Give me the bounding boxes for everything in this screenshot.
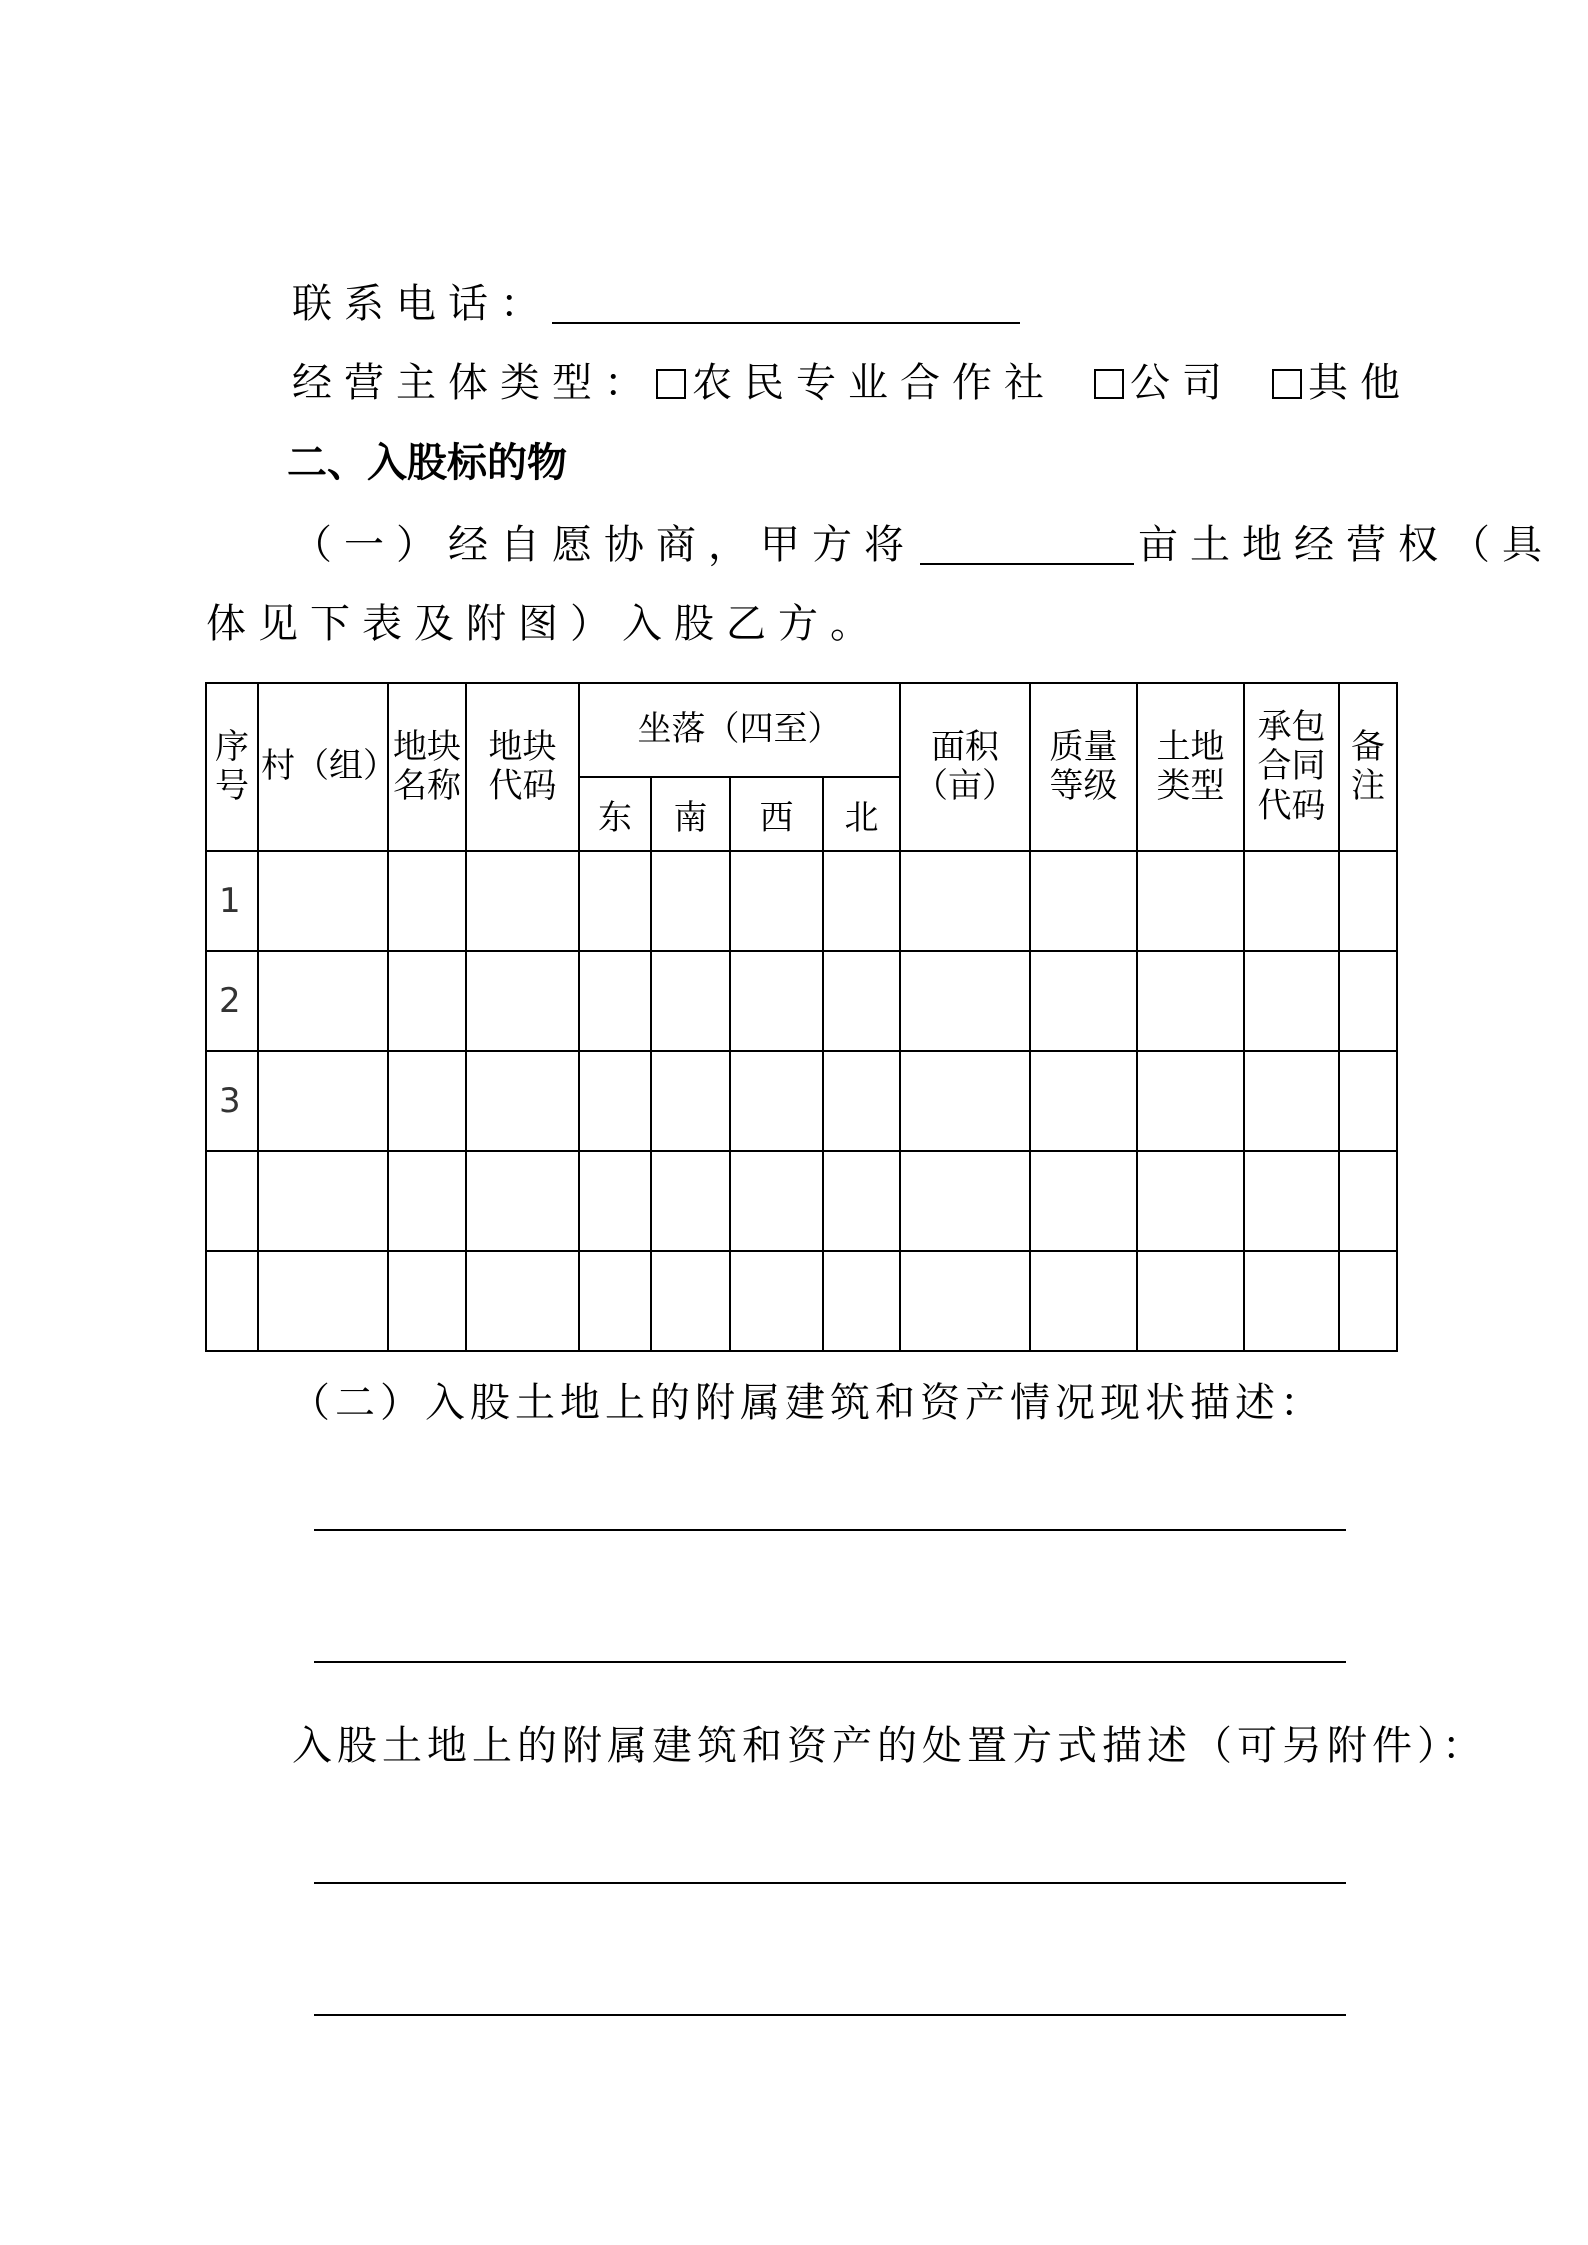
land-table [205, 682, 1398, 1352]
contact-phone-line [292, 281, 1020, 327]
contact-phone-label: 联系电话： [292, 281, 552, 327]
cell-plot-code[interactable] [466, 1051, 579, 1151]
item1-line2: 体见下表及附图）入股乙方。 [206, 601, 882, 647]
cell-plot-code[interactable] [466, 951, 579, 1051]
cell-north[interactable] [823, 1251, 900, 1351]
header-south: 南 [651, 777, 730, 851]
cell-west[interactable] [730, 851, 823, 951]
cooperative-checkbox[interactable] [656, 369, 686, 399]
header-location: 坐落（四至） [579, 683, 900, 777]
cell-area[interactable] [900, 951, 1030, 1051]
cell-east[interactable] [579, 1151, 651, 1251]
cell-plot-name[interactable] [388, 1251, 466, 1351]
cell-plot-code[interactable] [466, 851, 579, 951]
cell-area[interactable] [900, 1051, 1030, 1151]
header-village: 村（组） [258, 683, 388, 851]
cell-remarks[interactable] [1339, 851, 1397, 951]
cooperative-option-label: 农民专业合作社 [692, 360, 1056, 406]
cell-east[interactable] [579, 851, 651, 951]
cell-contract-code[interactable] [1244, 851, 1339, 951]
cell-plot-name[interactable] [388, 951, 466, 1051]
company-checkbox[interactable] [1094, 369, 1124, 399]
other-checkbox[interactable] [1272, 369, 1302, 399]
contact-phone-field[interactable] [552, 282, 1020, 324]
table-row [206, 951, 1397, 1051]
cell-remarks[interactable] [1339, 1251, 1397, 1351]
cell-east[interactable] [579, 951, 651, 1051]
cell-south[interactable] [651, 851, 730, 951]
header-remarks: 备 注 [1339, 683, 1397, 851]
row-number: 1 [206, 851, 258, 951]
cell-land-type[interactable] [1137, 1251, 1244, 1351]
cell-plot-code[interactable] [466, 1151, 579, 1251]
header-north: 北 [823, 777, 900, 851]
table-row [206, 1251, 1397, 1351]
cell-plot-name[interactable] [388, 1051, 466, 1151]
cell-village[interactable] [258, 951, 388, 1051]
cell-village[interactable] [258, 851, 388, 951]
cell-quality[interactable] [1030, 1251, 1137, 1351]
cell-north[interactable] [823, 1151, 900, 1251]
cell-north[interactable] [823, 1051, 900, 1151]
cell-village[interactable] [258, 1251, 388, 1351]
cell-north[interactable] [823, 851, 900, 951]
company-option-label: 公司 [1130, 360, 1234, 406]
cell-area[interactable] [900, 851, 1030, 951]
cell-south[interactable] [651, 1251, 730, 1351]
cell-east[interactable] [579, 1051, 651, 1151]
cell-land-type[interactable] [1137, 951, 1244, 1051]
header-plot-name: 地块 名称 [388, 683, 466, 851]
item1-suffix: 亩土地经营权（具 [1138, 522, 1554, 568]
header-west: 西 [730, 777, 823, 851]
cell-south[interactable] [651, 1151, 730, 1251]
item1-line1 [292, 522, 1554, 568]
cell-quality[interactable] [1030, 1151, 1137, 1251]
cell-village[interactable] [258, 1051, 388, 1151]
header-seq: 序 号 [206, 683, 258, 851]
cell-south[interactable] [651, 951, 730, 1051]
item1-prefix: （一）经自愿协商，甲方将 [292, 522, 916, 568]
cell-quality[interactable] [1030, 1051, 1137, 1151]
row-number [206, 1151, 258, 1251]
row-number: 2 [206, 951, 258, 1051]
header-quality: 质量 等级 [1030, 683, 1137, 851]
entity-type-line [292, 360, 1412, 406]
cell-quality[interactable] [1030, 951, 1137, 1051]
cell-south[interactable] [651, 1051, 730, 1151]
attachment-description-line-1[interactable] [314, 1529, 1346, 1531]
cell-plot-name[interactable] [388, 851, 466, 951]
table-row [206, 851, 1397, 951]
cell-plot-name[interactable] [388, 1151, 466, 1251]
other-option-label: 其他 [1308, 360, 1412, 406]
cell-land-type[interactable] [1137, 851, 1244, 951]
cell-west[interactable] [730, 1251, 823, 1351]
area-field[interactable] [920, 523, 1134, 565]
header-land-type: 土地 类型 [1137, 683, 1244, 851]
row-number: 3 [206, 1051, 258, 1151]
cell-remarks[interactable] [1339, 1051, 1397, 1151]
disposal-description-line-2[interactable] [314, 2014, 1346, 2016]
header-plot-code: 地块 代码 [466, 683, 579, 851]
cell-contract-code[interactable] [1244, 1051, 1339, 1151]
header-east: 东 [579, 777, 651, 851]
row-number [206, 1251, 258, 1351]
cell-west[interactable] [730, 951, 823, 1051]
table-row [206, 1151, 1397, 1251]
item2-label: （二）入股土地上的附属建筑和资产情况现状描述： [290, 1380, 1325, 1426]
cell-east[interactable] [579, 1251, 651, 1351]
disposal-description-line-1[interactable] [314, 1882, 1346, 1884]
cell-contract-code[interactable] [1244, 951, 1339, 1051]
cell-area[interactable] [900, 1251, 1030, 1351]
cell-remarks[interactable] [1339, 951, 1397, 1051]
cell-land-type[interactable] [1137, 1151, 1244, 1251]
cell-area[interactable] [900, 1151, 1030, 1251]
cell-quality[interactable] [1030, 851, 1137, 951]
cell-village[interactable] [258, 1151, 388, 1251]
cell-contract-code[interactable] [1244, 1151, 1339, 1251]
section-heading: 二、入股标的物 [287, 440, 567, 486]
header-contract-code: 承包 合同 代码 [1244, 683, 1339, 851]
entity-type-label: 经营主体类型： [292, 360, 656, 406]
cell-west[interactable] [730, 1151, 823, 1251]
cell-plot-code[interactable] [466, 1251, 579, 1351]
table-row [206, 1051, 1397, 1151]
header-area: 面积 （亩） [900, 683, 1030, 851]
disposal-label: 入股土地上的附属建筑和资产的处置方式描述（可另附件）： [292, 1723, 1487, 1769]
attachment-description-line-2[interactable] [314, 1661, 1346, 1663]
cell-remarks[interactable] [1339, 1151, 1397, 1251]
cell-west[interactable] [730, 1051, 823, 1151]
cell-north[interactable] [823, 951, 900, 1051]
cell-contract-code[interactable] [1244, 1251, 1339, 1351]
cell-land-type[interactable] [1137, 1051, 1244, 1151]
